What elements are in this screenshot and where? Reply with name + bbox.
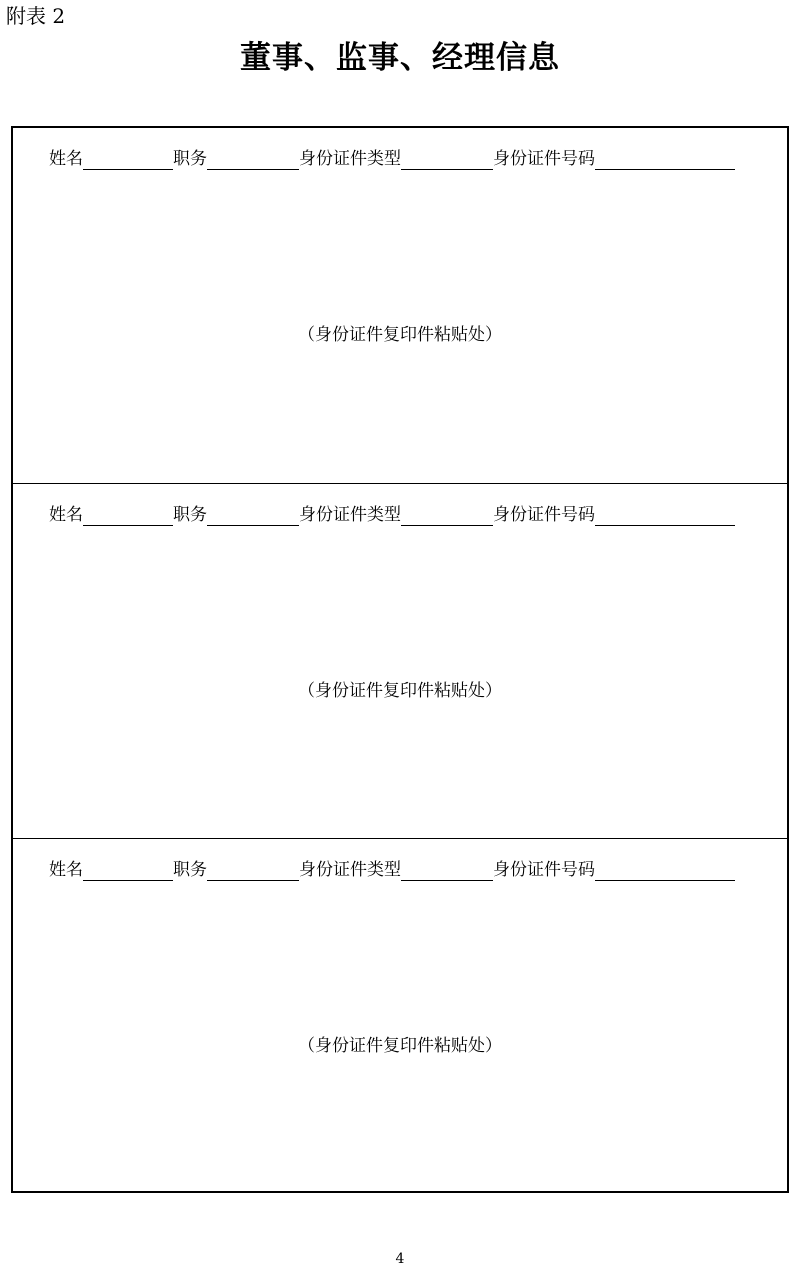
id-number-label: 身份证件号码 <box>493 505 595 525</box>
id-copy-paste-area-note: （身份证件复印件粘贴处） <box>298 1036 502 1056</box>
name-label: 姓名 <box>49 860 83 880</box>
id-number-field[interactable] <box>595 151 735 170</box>
id-type-label: 身份证件类型 <box>299 149 401 169</box>
id-number-field[interactable] <box>595 862 735 881</box>
name-label: 姓名 <box>49 505 83 525</box>
position-field[interactable] <box>207 862 299 881</box>
name-label: 姓名 <box>49 149 83 169</box>
name-field[interactable] <box>83 862 173 881</box>
info-form <box>11 126 789 1193</box>
fields-row <box>49 859 735 881</box>
position-label: 职务 <box>173 149 207 169</box>
name-field[interactable] <box>83 151 173 170</box>
appendix-label: 附表 2 <box>6 4 66 28</box>
id-copy-paste-area-note: （身份证件复印件粘贴处） <box>298 681 502 701</box>
id-type-label: 身份证件类型 <box>299 505 401 525</box>
id-type-label: 身份证件类型 <box>299 860 401 880</box>
page-title: 董事、监事、经理信息 <box>240 40 560 76</box>
fields-row <box>49 504 735 526</box>
position-label: 职务 <box>173 505 207 525</box>
id-type-field[interactable] <box>401 507 493 526</box>
position-field[interactable] <box>207 507 299 526</box>
position-field[interactable] <box>207 151 299 170</box>
id-copy-paste-area-note: （身份证件复印件粘贴处） <box>298 325 502 345</box>
id-number-label: 身份证件号码 <box>493 860 595 880</box>
person-section-2 <box>13 483 787 838</box>
id-number-label: 身份证件号码 <box>493 149 595 169</box>
fields-row <box>49 148 735 170</box>
name-field[interactable] <box>83 507 173 526</box>
page-number: 4 <box>395 1251 405 1267</box>
id-number-field[interactable] <box>595 507 735 526</box>
person-section-3 <box>13 838 787 1193</box>
person-section-1 <box>13 128 787 483</box>
id-type-field[interactable] <box>401 151 493 170</box>
id-type-field[interactable] <box>401 862 493 881</box>
position-label: 职务 <box>173 860 207 880</box>
